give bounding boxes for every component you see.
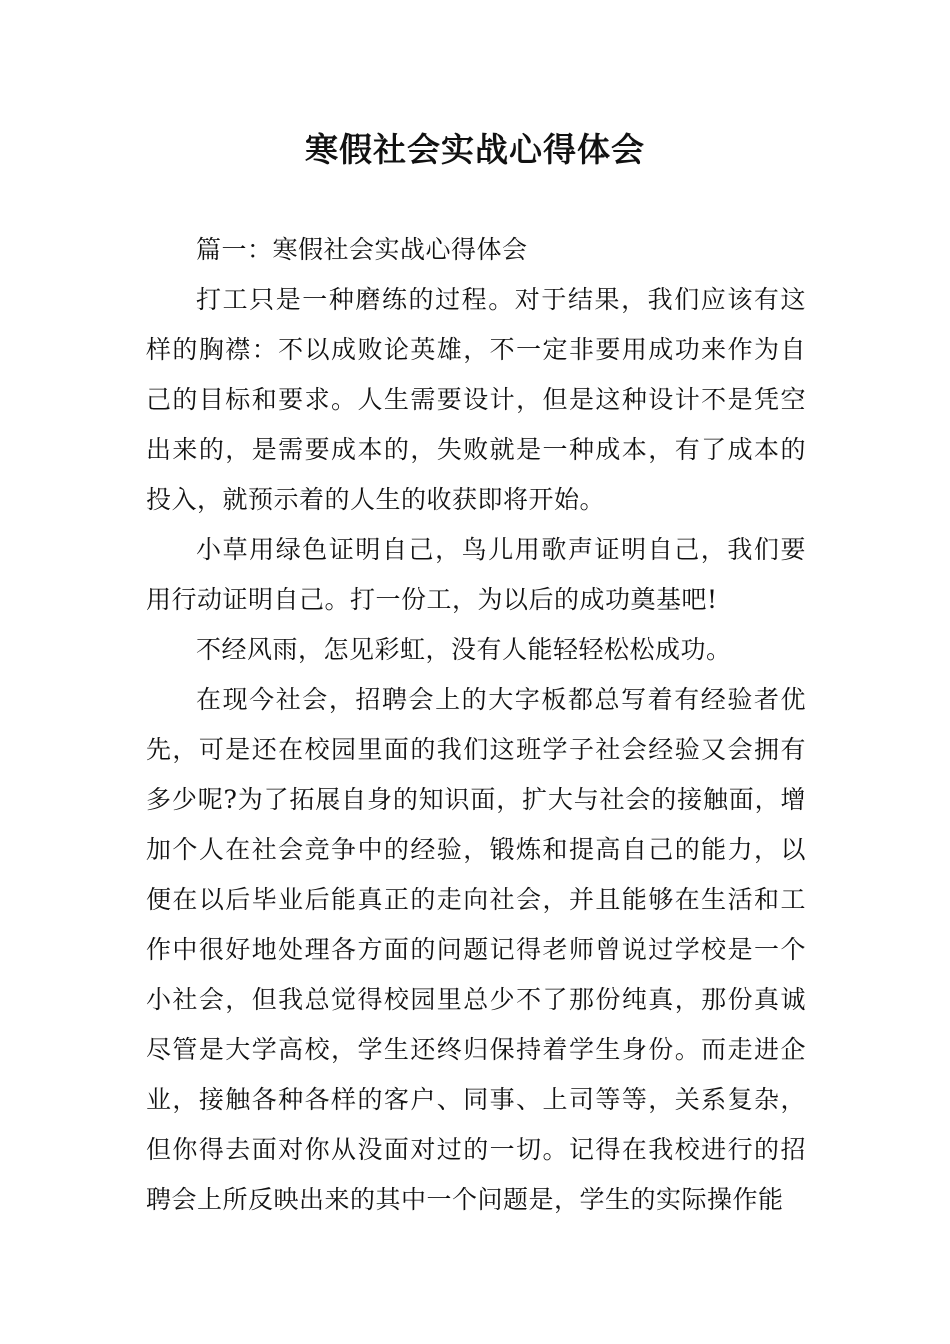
paragraph: 在现今社会，招聘会上的大字板都总写着有经验者优先，可是还在校园里面的我们这班学子社会经验又会拥有多少呢?为了拓展自身的知识面，扩大与社会的接触面，增加个人在社会竞争中的经验，锻炼和提高自己的能力，以便在以后毕业后能真正的走向社会，并且能够在生活和工作中很好地处理各方面的问题记得老师曾说过学校是一个小社会，但我总觉得校园里总少不了那份纯真，那份真诚尽管是大学高校，学生还终归保持着学生身份。而走进企业，接触各种各样的客户、同事、上司等等，关系复杂，但你得去面对你从没面对过的一切。记得在我校进行的招聘会上所反映出来的其中一个问题是，学生的实际操作能 bbox=[146, 685, 806, 1214]
document-title: 寒假社会实战心得体会 bbox=[305, 130, 645, 169]
paragraph: 打工只是一种磨练的过程。对于结果，我们应该有这样的胸襟：不以成败论英雄，不一定非要用成功来作为自己的目标和要求。人生需要设计，但是这种设计不是凭空出来的，是需要成本的，失败就是一种成本，有了成本的投入，就预示着的人生的收获即将开始。 bbox=[146, 285, 806, 514]
paragraph: 不经风雨，怎见彩虹，没有人能轻轻松松成功。 bbox=[196, 635, 732, 664]
paragraph: 小草用绿色证明自己，鸟儿用歌声证明自己，我们要用行动证明自己。打一份工，为以后的成功奠基吧! bbox=[146, 535, 806, 614]
document-body bbox=[146, 225, 806, 1225]
section-heading: 篇一：寒假社会实战心得体会 bbox=[196, 235, 528, 264]
